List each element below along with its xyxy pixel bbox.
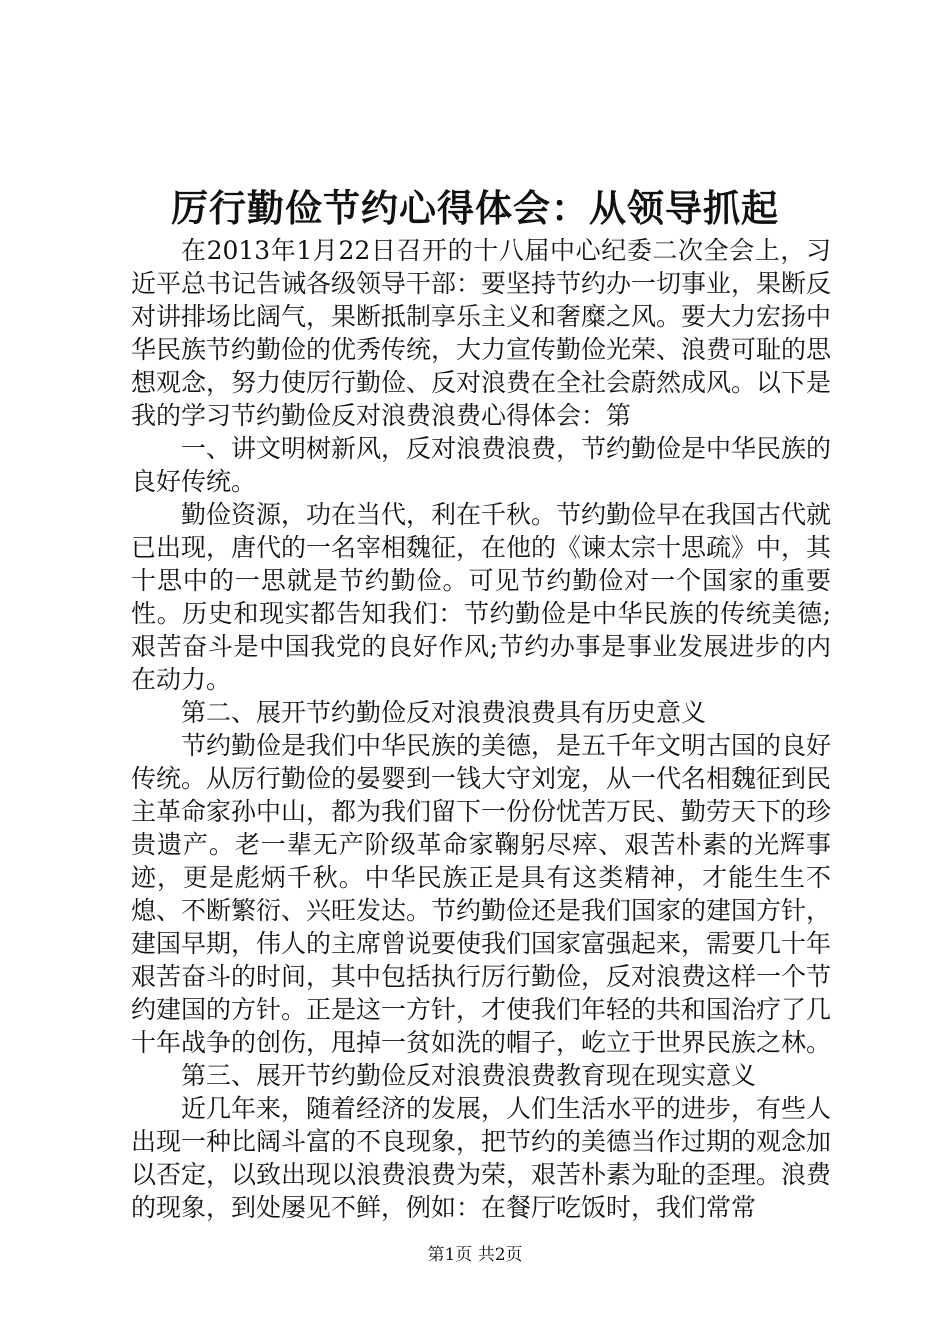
section-three-heading: 第三、展开节约勤俭反对浪费浪费教育现在现实意义 <box>181 1061 757 1090</box>
paragraph-section-one: 勤俭资源，功在当代，利在千秋。节约勤俭早在我国古代就已出现，唐代的一名宰相魏征，在他的《谏太宗十思疏》中，其十思中的一思就是节约勤俭。可见节约勤俭对一个国家的重要性。历史和现实都告知我们：节约勤俭是中华民族的传统美德;艰苦奋斗是中国我党的良好作风;节约办事是事业发展进步的内在动力。 <box>131 500 832 694</box>
document-title: 厉行勤俭节约心得体会：从领导抓起 <box>171 187 779 230</box>
section-two-heading: 第二、展开节约勤俭反对浪费浪费具有历史意义 <box>181 698 707 727</box>
paragraph-intro: 在2013年1月22日召开的十八届中心纪委二次全会上，习近平总书记告诫各级领导干部：要坚持节约办一切事业，果断反对讲排场比阔气，果断抵制享乐主义和奢糜之风。要大力宏扬中华民族节约勤俭的优秀传统，大力宣传勤俭光荣、浪费可耻的思想观念，努力使厉行勤俭、反对浪费在全社会蔚然成风。以下是我的学习节约勤俭反对浪费浪费心得体会：第 <box>131 236 832 430</box>
document-body <box>131 234 831 1224</box>
paragraph-section-two: 节约勤俭是我们中华民族的美德，是五千年文明古国的良好传统。从厉行勤俭的晏婴到一钱大守刘宠，从一代名相魏征到民主革命家孙中山，都为我们留下一份份忧苦万民、勤劳天下的珍贵遗产。老一辈无产阶级革命家鞠躬尽瘁、艰苦朴素的光辉事迹，更是彪炳千秋。中华民族正是具有这类精神，才能生生不熄、不断繁衍、兴旺发达。节约勤俭还是我们国家的建国方针，建国早期，伟人的主席曾说要使我们国家富强起来，需要几十年艰苦奋斗的时间，其中包括执行厉行勤俭，反对浪费这样一个节约建国的方针。正是这一方针，才使我们年轻的共和国治疗了几十年战争的创伤，甩掉一贫如洗的帽子，屹立于世界民族之林。 <box>131 731 832 1057</box>
paragraph-section-three: 近几年来，随着经济的发展，人们生活水平的进步，有些人出现一种比阔斗富的不良现象，把节约的美德当作过期的观念加以否定，以致出现以浪费浪费为荣，艰苦朴素为耻的歪理。浪费的现象，到处屡见不鲜，例如：在餐厅吃饭时，我们常常 <box>131 1094 832 1222</box>
page-number-footer: 第1页 共2页 <box>427 1245 523 1265</box>
section-one-heading: 一、讲文明树新风，反对浪费浪费，节约勤俭是中华民族的良好传统。 <box>131 434 832 496</box>
